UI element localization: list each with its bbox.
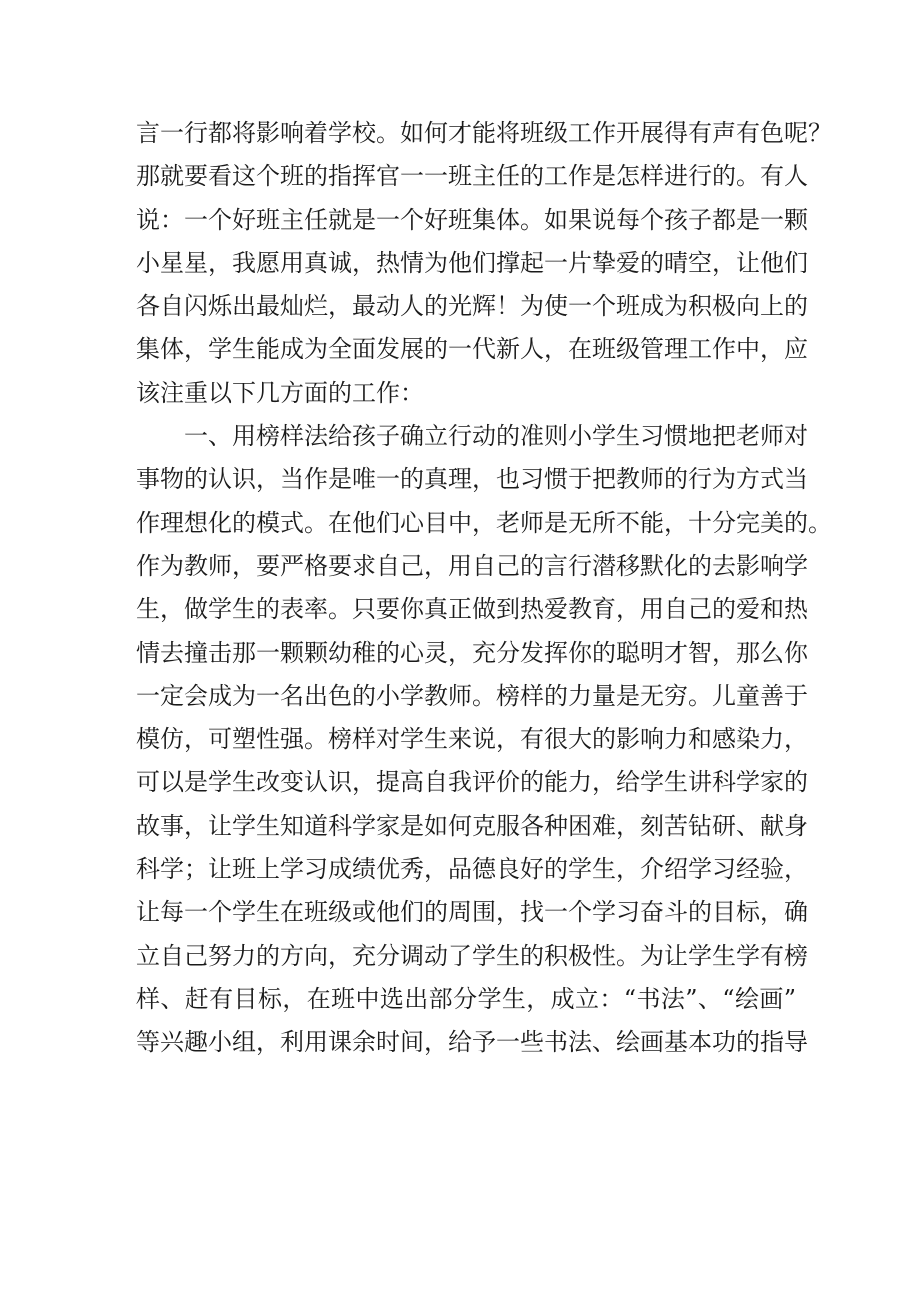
text-line: 事物的认识，当作是唯一的真理，也习惯于把教师的行为方式当 (136, 465, 808, 494)
text-line: 情去撞击那一颗颗幼稚的心灵，充分发挥你的聪明才智，那么你 (136, 638, 808, 667)
text-line: 可以是学生改变认识，提高自我评价的能力，给学生讲科学家的 (136, 768, 808, 797)
text-line: 作理想化的模式。在他们心目中，老师是无所不能，十分完美的。 (136, 508, 832, 537)
text-line: 各自闪烁出最灿烂，最动人的光辉！为使一个班成为积极向上的 (136, 292, 808, 321)
text-line: 科学；让班上学习成绩优秀，品德良好的学生，介绍学习经验， (136, 855, 808, 884)
text-line: 故事，让学生知道科学家是如何克服各种困难，刻苦钻研、献身 (136, 811, 808, 840)
text-line: 那就要看这个班的指挥官一一班主任的工作是怎样进行的。有人 (136, 162, 808, 191)
section-heading-line: 一、用榜样法给孩子确立行动的准则小学生习惯地把老师对 (184, 422, 808, 451)
text-line: 生，做学生的表率。只要你真正做到热爱教育，用自己的爱和热 (136, 595, 808, 624)
text-line: 言一行都将影响着学校。如何才能将班级工作开展得有声有色呢？ (136, 119, 832, 147)
text-line: 样、赶有目标，在班中选出部分学生，成立：“书法”、“绘画” (136, 984, 796, 1013)
text-line: 小星星，我愿用真诚，热情为他们撑起一片挚爱的晴空，让他们 (136, 248, 808, 277)
text-line: 等兴趣小组，利用课余时间，给予一些书法、绘画基本功的指导 (136, 1028, 808, 1057)
text-line: 说：一个好班主任就是一个好班集体。如果说每个孩子都是一颗 (136, 205, 808, 234)
document-body (136, 112, 832, 1065)
text-line: 集体，学生能成为全面发展的一代新人，在班级管理工作中，应 (136, 335, 808, 364)
text-line: 作为教师，要严格要求自己，用自己的言行潜移默化的去影响学 (136, 551, 808, 580)
text-line: 让每一个学生在班级或他们的周围，找一个学习奋斗的目标，确 (136, 898, 808, 927)
text-line: 立自己努力的方向，充分调动了学生的积极性。为让学生学有榜 (136, 941, 808, 970)
text-line: 模仿，可塑性强。榜样对学生来说，有很大的影响力和感染力， (136, 725, 808, 754)
text-line: 一定会成为一名出色的小学教师。榜样的力量是无穷。儿童善于 (136, 681, 808, 710)
text-line: 该注重以下几方面的工作： (136, 378, 424, 407)
